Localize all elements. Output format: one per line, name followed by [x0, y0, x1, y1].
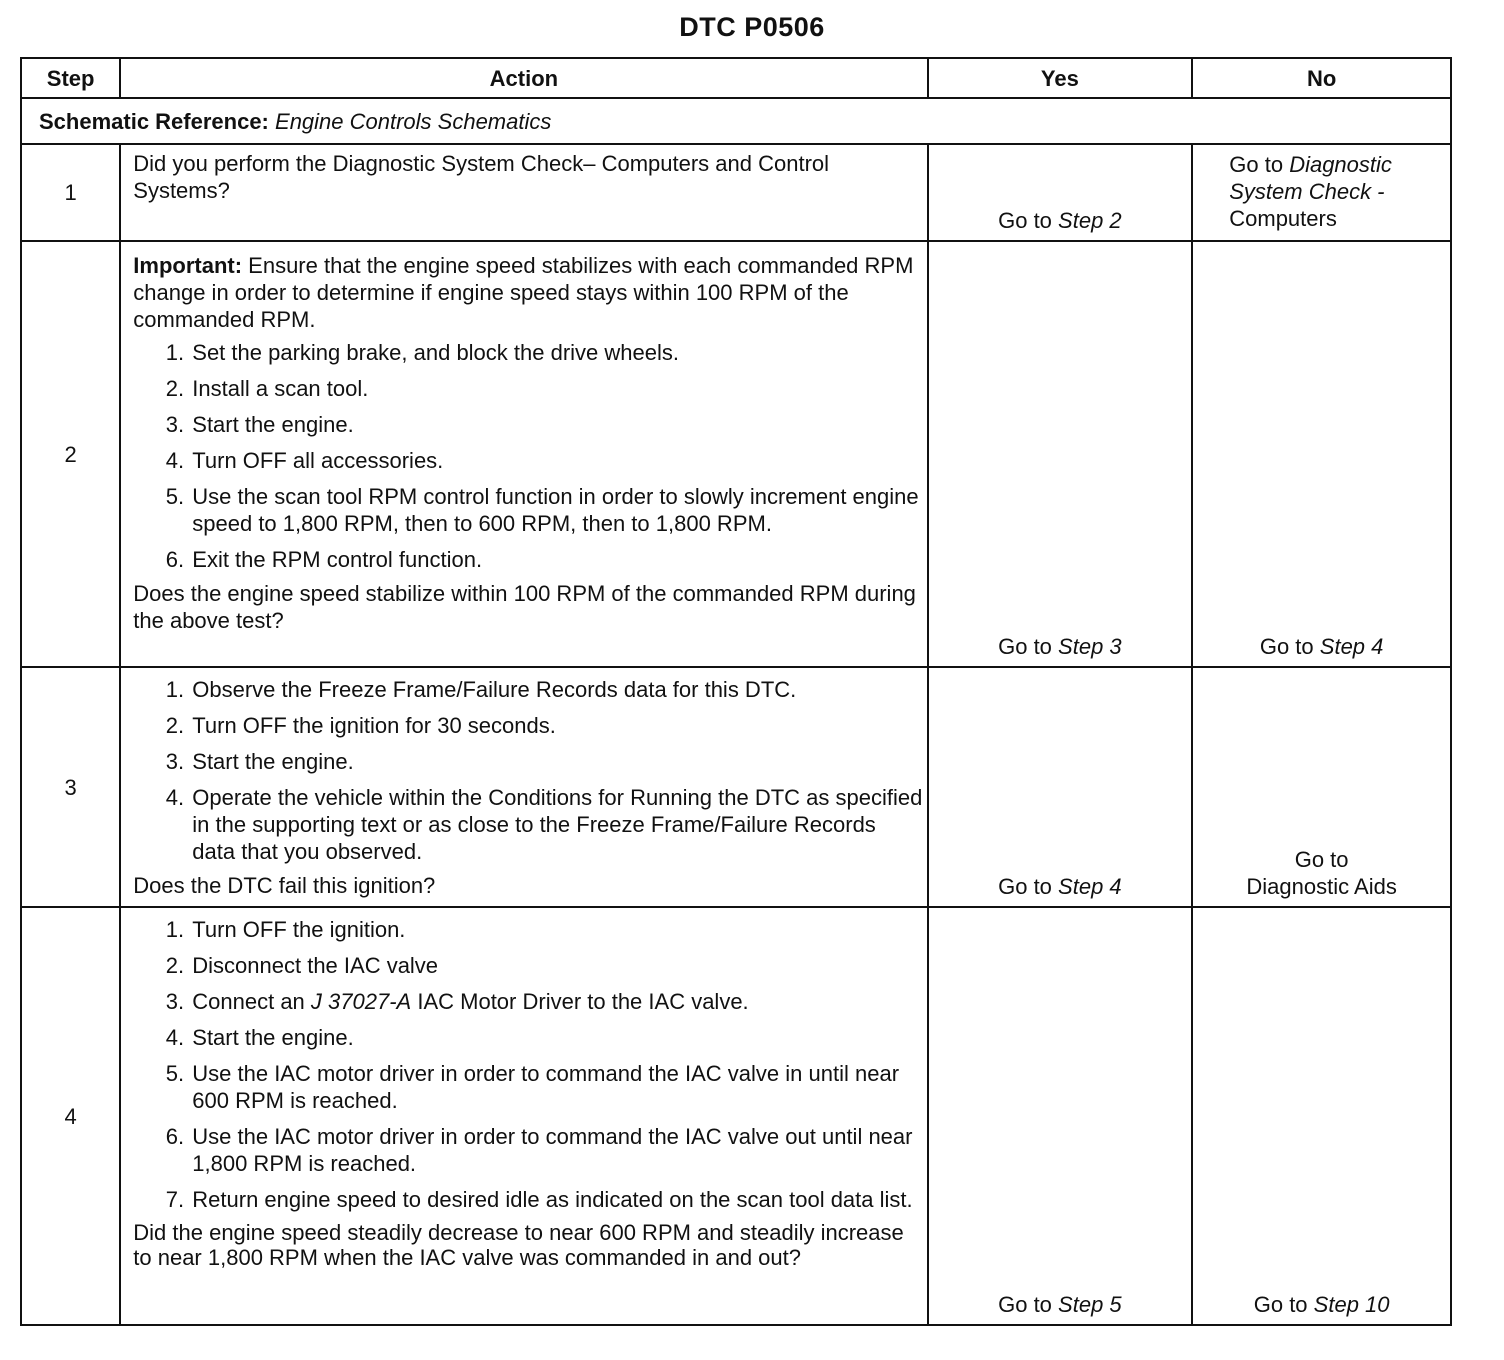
no-suffix: Computers	[1229, 206, 1337, 231]
yes-cell	[928, 144, 1193, 241]
no-link[interactable]: Step 10	[1313, 1292, 1390, 1317]
schematic-label: Schematic Reference:	[39, 108, 269, 134]
no-cell	[1192, 144, 1451, 241]
instruction-list	[133, 339, 922, 573]
no-link[interactable]: Step 4	[1319, 634, 1384, 659]
no-cell	[1192, 241, 1451, 667]
schematic-value: Engine Controls Schematics	[275, 108, 552, 134]
action-cell	[120, 144, 927, 241]
list-item: 1. Turn OFF the ignition.	[190, 916, 922, 943]
step-number: 2	[21, 241, 120, 667]
list-item: 1. Observe the Freeze Frame/Failure Records data for this DTC.	[190, 676, 922, 703]
table-row	[21, 241, 1451, 667]
list-item: 7. Return engine speed to desired idle as indicated on the scan tool data list.	[190, 1186, 922, 1213]
action-cell	[120, 241, 927, 667]
question: Did you perform the Diagnostic System Check– Computers and Control Systems?	[133, 151, 830, 203]
question: Does the DTC fail this ignition?	[133, 873, 436, 898]
yes-prefix: Go to	[998, 634, 1052, 659]
no-cell	[1192, 667, 1451, 907]
list-item: 6. Exit the RPM control function.	[190, 546, 922, 573]
no-prefix: Go to	[1253, 1292, 1308, 1317]
header-step: Step	[21, 58, 120, 98]
diagnostic-table	[20, 57, 1452, 1326]
yes-link[interactable]: Step 2	[1058, 208, 1122, 233]
list-item: 5. Use the scan tool RPM control function in order to slowly increment engine speed to 1,800 RPM, then to 600 RPM, then to 1,800 RPM.	[190, 483, 922, 537]
yes-prefix: Go to	[998, 874, 1052, 899]
list-item: 5. Use the IAC motor driver in order to command the IAC valve in until near 600 RPM is reached.	[190, 1060, 922, 1114]
step-number: 1	[21, 144, 120, 241]
yes-prefix: Go to	[998, 208, 1052, 233]
important-label: Important:	[133, 253, 243, 278]
yes-link[interactable]: Step 4	[1058, 874, 1122, 899]
question: Does the engine speed stabilize within 100 RPM of the commanded RPM during the above test?	[133, 581, 916, 633]
list-item: 4. Operate the vehicle within the Conditions for Running the DTC as specified in the supporting text or as close to the Freeze Frame/Failure Records data that you observed.	[190, 784, 922, 865]
instruction-list	[133, 916, 922, 1213]
question: Did the engine speed steadily decrease to near 600 RPM and steadily increase to near 1,800 RPM when the IAC valve was commanded in and out?	[133, 1220, 904, 1270]
step-number: 4	[21, 907, 120, 1325]
table-row	[21, 144, 1451, 241]
yes-cell	[928, 241, 1193, 667]
tool-number: J 37027-A	[310, 989, 412, 1014]
no-prefix: Go to	[1229, 152, 1284, 177]
step-number: 3	[21, 667, 120, 907]
header-row	[21, 58, 1451, 98]
schematic-reference	[21, 98, 1451, 144]
action-cell	[120, 907, 927, 1325]
no-prefix: Go to	[1259, 634, 1314, 659]
list-item: 2. Turn OFF the ignition for 30 seconds.	[190, 712, 922, 739]
list-item: 4. Turn OFF all accessories.	[190, 447, 922, 474]
important-text: Ensure that the engine speed stabilizes with each commanded RPM change in order to determine if engine speed stays within 100 RPM of the commanded RPM.	[133, 253, 914, 332]
list-item: 2. Install a scan tool.	[190, 375, 922, 402]
list-item: 4. Start the engine.	[190, 1024, 922, 1051]
instruction-list	[133, 676, 922, 865]
table-row	[21, 667, 1451, 907]
no-cell	[1192, 907, 1451, 1325]
schematic-row	[21, 98, 1451, 144]
header-action: Action	[120, 58, 927, 98]
yes-cell	[928, 667, 1193, 907]
no-link[interactable]: Diagnostic Aids	[1246, 874, 1397, 899]
page-title: DTC P0506	[679, 12, 825, 42]
no-line1: Go to	[1294, 847, 1349, 872]
list-item	[190, 988, 922, 1015]
item-pre: Connect an	[192, 989, 305, 1014]
header-no: No	[1192, 58, 1451, 98]
yes-link[interactable]: Step 3	[1058, 634, 1122, 659]
list-item: 3. Start the engine.	[190, 411, 922, 438]
list-item: 1. Set the parking brake, and block the drive wheels.	[190, 339, 922, 366]
item-post: IAC Motor Driver to the IAC valve.	[417, 989, 749, 1014]
list-item: 2. Disconnect the IAC valve	[190, 952, 922, 979]
table-row	[21, 907, 1451, 1325]
important-note	[133, 252, 922, 333]
no-link[interactable]: Diagnostic System Check -	[1229, 152, 1392, 204]
list-item: 6. Use the IAC motor driver in order to command the IAC valve out until near 1,800 RPM is reached.	[190, 1123, 922, 1177]
yes-prefix: Go to	[998, 1292, 1052, 1317]
action-cell	[120, 667, 927, 907]
yes-cell	[928, 907, 1193, 1325]
list-item: 3. Start the engine.	[190, 748, 922, 775]
yes-link[interactable]: Step 5	[1058, 1292, 1122, 1317]
header-yes: Yes	[928, 58, 1193, 98]
